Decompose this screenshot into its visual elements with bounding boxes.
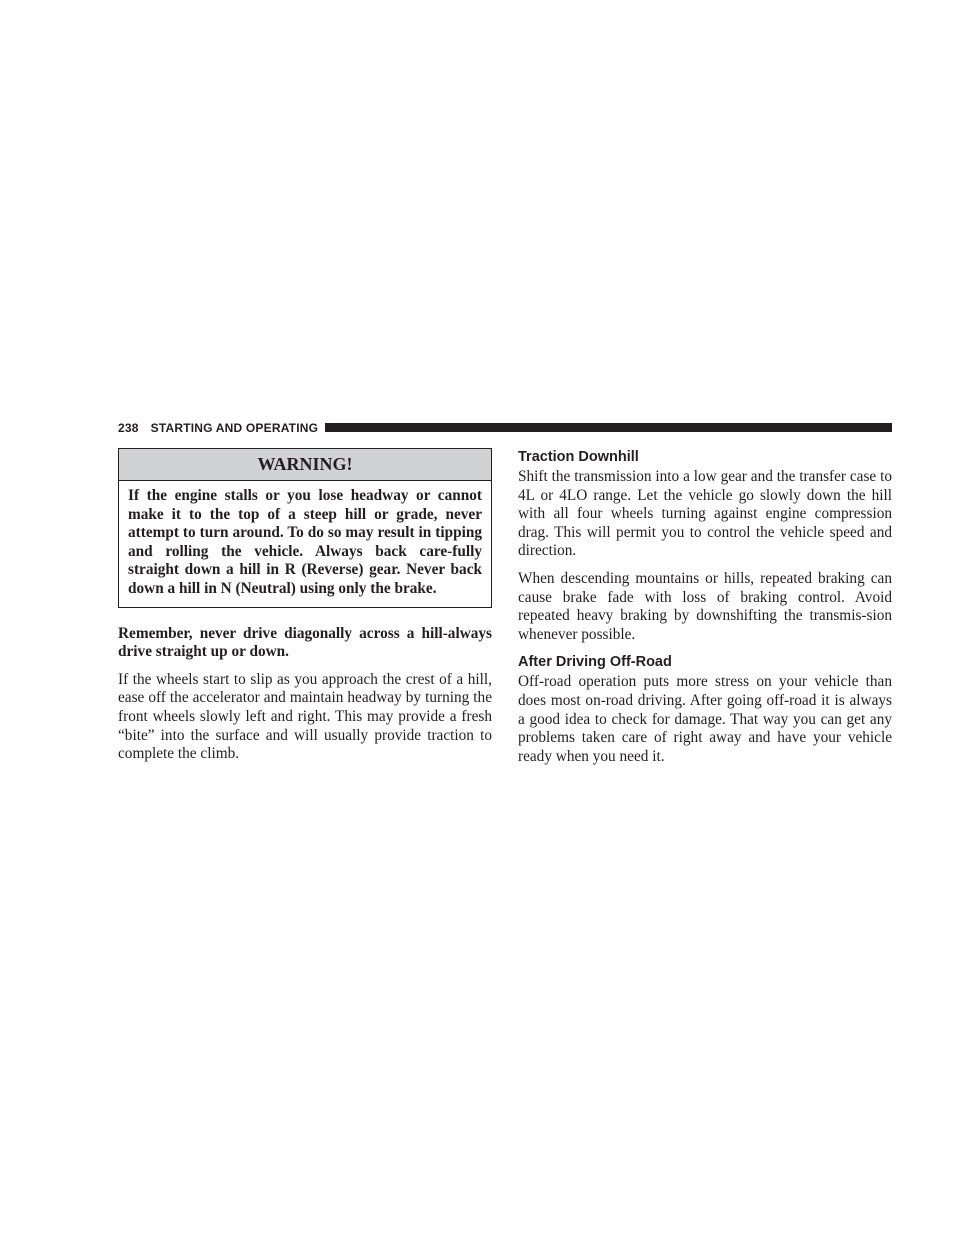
left-column xyxy=(118,448,492,764)
warning-box xyxy=(118,448,492,608)
section-title: STARTING AND OPERATING xyxy=(150,420,319,435)
traction-downhill-heading: Traction Downhill xyxy=(518,449,639,465)
warning-title: WARNING! xyxy=(119,449,491,481)
right-column xyxy=(518,448,892,766)
after-offroad-heading: After Driving Off-Road xyxy=(518,654,672,671)
page-header xyxy=(118,419,892,436)
hill-reminder-paragraph: Remember, never drive diagonally across a hill-always drive straight up or down. xyxy=(118,624,492,661)
warning-text: If the engine stalls or you lose headway or cannot make it to the top of a steep hill or grade, never attempt to turn around. To do so may result in tipping and rolling the vehicle. Always back care-fully straight down a hill in R (Reverse) gear. Never back down a hill in N (Neutral) using only the brake. xyxy=(128,487,482,597)
descending-braking-paragraph: When descending mountains or hills, repeated braking can cause brake fade with loss of braking control. Avoid repeated heavy braking by downshifting the transmis-sion whenever possible. xyxy=(518,569,892,643)
page-number: 238 xyxy=(118,420,139,435)
after-offroad-paragraph: Off-road operation puts more stress on your vehicle than does most on-road driving. After going off-road it is always a good idea to check for damage. That way you can get any problems taken care of right away and have your vehicle ready when you need it. xyxy=(518,673,892,765)
wheel-slip-paragraph: If the wheels start to slip as you approach the crest of a hill, ease off the accelerator and maintain headway by turning the front wheels slowly left and right. This may provide a fresh “bite” into the surface and will usually provide traction to complete the climb. xyxy=(118,670,492,763)
traction-downhill-paragraph: Shift the transmission into a low gear and the transfer case to 4L or 4LO range. Let the vehicle go slowly down the hill with all four wheels turning against engine compression drag. This will permit you to control the vehicle speed and direction. xyxy=(518,468,892,560)
header-rule xyxy=(325,423,892,432)
